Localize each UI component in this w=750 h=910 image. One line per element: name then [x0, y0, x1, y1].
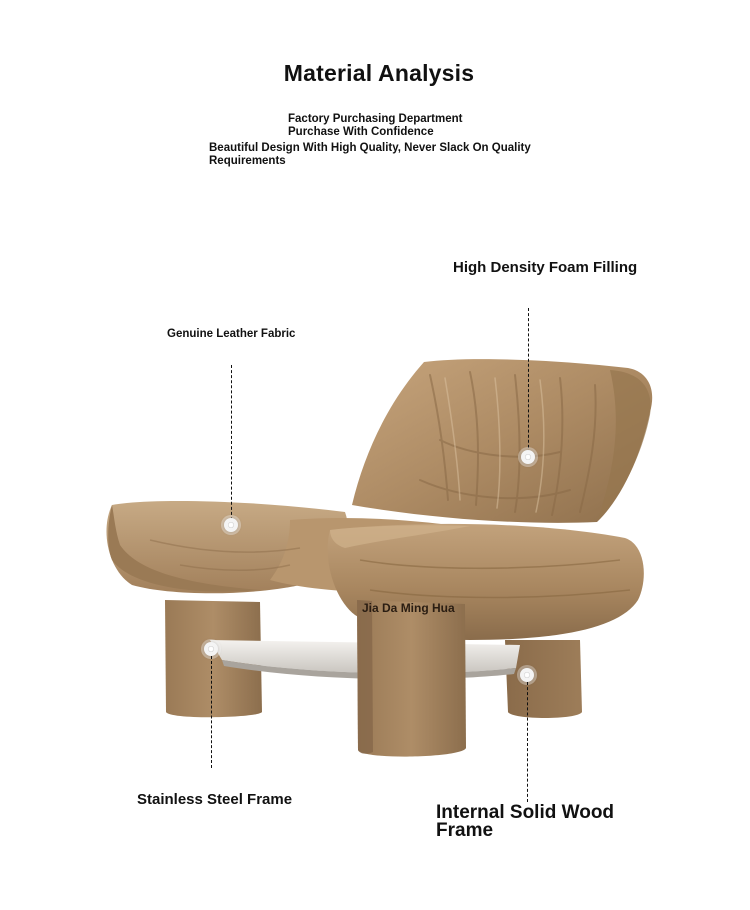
callout-leather-label: Genuine Leather Fabric	[167, 328, 296, 340]
callout-wood-marker	[520, 668, 534, 682]
callout-foam-marker	[521, 450, 535, 464]
page-title: Material Analysis	[283, 60, 475, 86]
callout-steel-marker	[204, 642, 218, 656]
subtitle-line-2: Purchase With Confidence	[288, 126, 434, 138]
callout-leather-line	[231, 365, 232, 520]
brand-watermark: Jia Da Ming Hua	[362, 601, 455, 615]
callout-leather-marker	[224, 518, 238, 532]
callout-wood-label: Internal Solid Wood Frame	[436, 802, 615, 841]
subtitle-line-3: Beautiful Design With High Quality, Never Slack On Quality Requirements	[209, 142, 531, 167]
callout-steel-label: Stainless Steel Frame	[137, 791, 293, 808]
callout-foam-line	[528, 308, 529, 458]
subtitle-line-1: Factory Purchasing Department	[288, 113, 463, 125]
callout-steel-line	[211, 656, 212, 768]
callout-foam-label: High Density Foam Filling	[453, 259, 638, 276]
callout-wood-line	[527, 682, 528, 802]
